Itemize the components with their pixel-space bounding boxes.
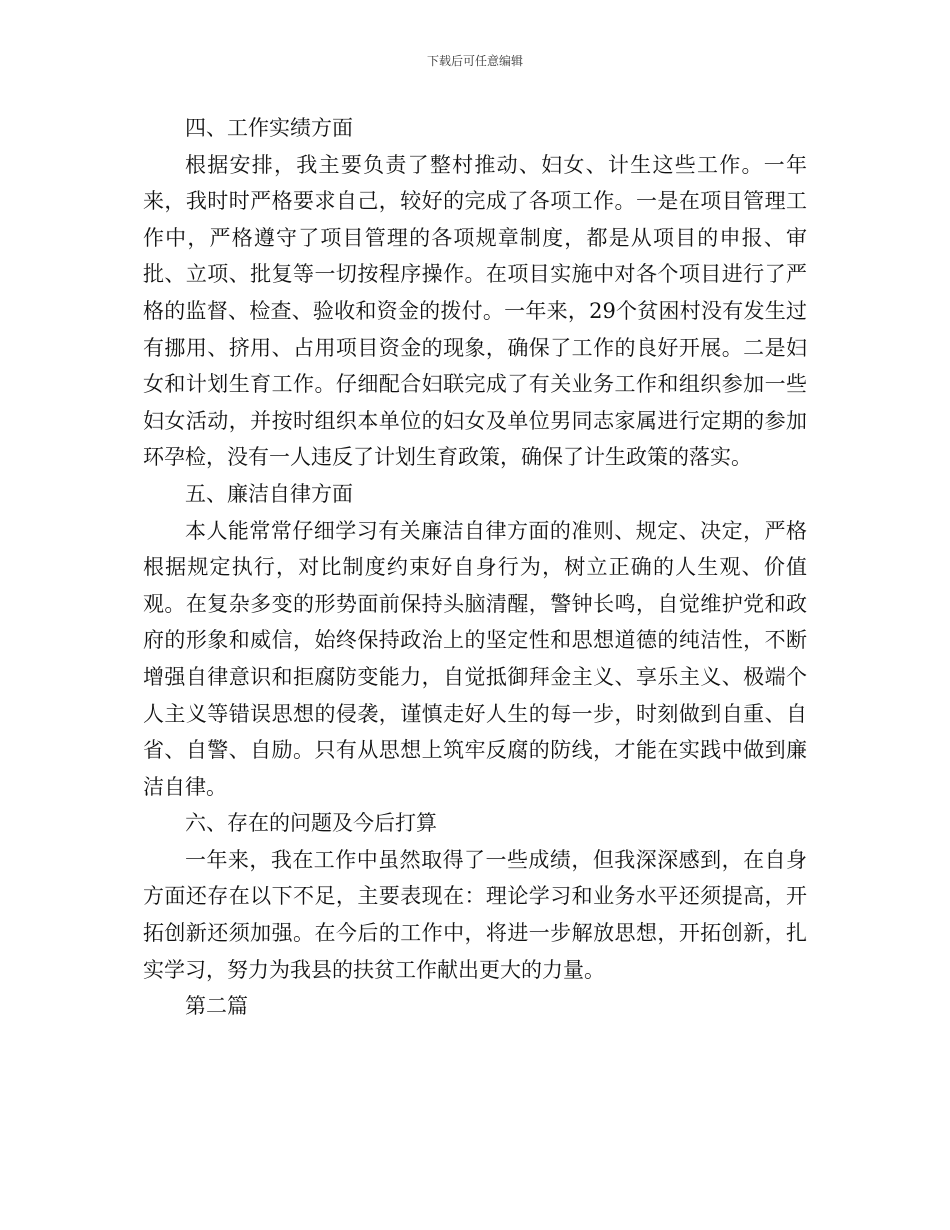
paragraph-problems-plans: 一年来，我在工作中虽然取得了一些成绩，但我深深感到，在自身方面还存在以下不足，主要表现在：理论学习和业务水平还须提高，开拓创新还须加强。在今后的工作中，将进一步解放思想，开拓创新，扎实学习，努力为我县的扶贫工作献出更大的力量。 xyxy=(143,847,807,982)
document-body xyxy=(143,110,807,1025)
paragraph-integrity: 本人能常常仔细学习有关廉洁自律方面的准则、规定、决定，严格根据规定执行，对比制度约束好自身行为，树立正确的人生观、价值观。在复杂多变的形势面前保持头脑清醒，警钟长鸣，自觉维护党和政府的形象和威信，始终保持政治上的坚定性和思想道德的纯洁性，不断增强自律意识和拒腐防变能力，自觉抵御拜金主义、享乐主义、极端个人主义等错误思想的侵袭，谨慎走好人生的每一步，时刻做到自重、自省、自警、自励。只有从思想上筑牢反腐的防线，才能在实践中做到廉洁自律。 xyxy=(143,518,807,799)
section-heading-5: 五、廉洁自律方面 xyxy=(185,481,353,506)
section-heading-6: 六、存在的问题及今后打算 xyxy=(185,811,437,836)
section-heading-4: 四、工作实绩方面 xyxy=(185,116,353,140)
section-heading-part-2: 第二篇 xyxy=(185,994,248,1019)
paragraph-work-achievements: 根据安排，我主要负责了整村推动、妇女、计生这些工作。一年来，我时时严格要求自己，较好的完成了各项工作。一是在项目管理工作中，严格遵守了项目管理的各项规章制度，都是从项目的申报、审批、立项、批复等一切按程序操作。在项目实施中对各个项目进行了严格的监督、检查、验收和资金的拨付。一年来，29个贫困村没有发生过有挪用、挤用、占用项目资金的现象，确保了工作的良好开展。二是妇女和计划生育工作。仔细配合妇联完成了有关业务工作和组织参加一些妇女活动，并按时组织本单位的妇女及单位男同志家属进行定期的参加环孕检，没有一人违反了计划生育政策，确保了计生政策的落实。 xyxy=(143,152,807,470)
page-header: 下载后可任意编辑 xyxy=(426,54,523,68)
